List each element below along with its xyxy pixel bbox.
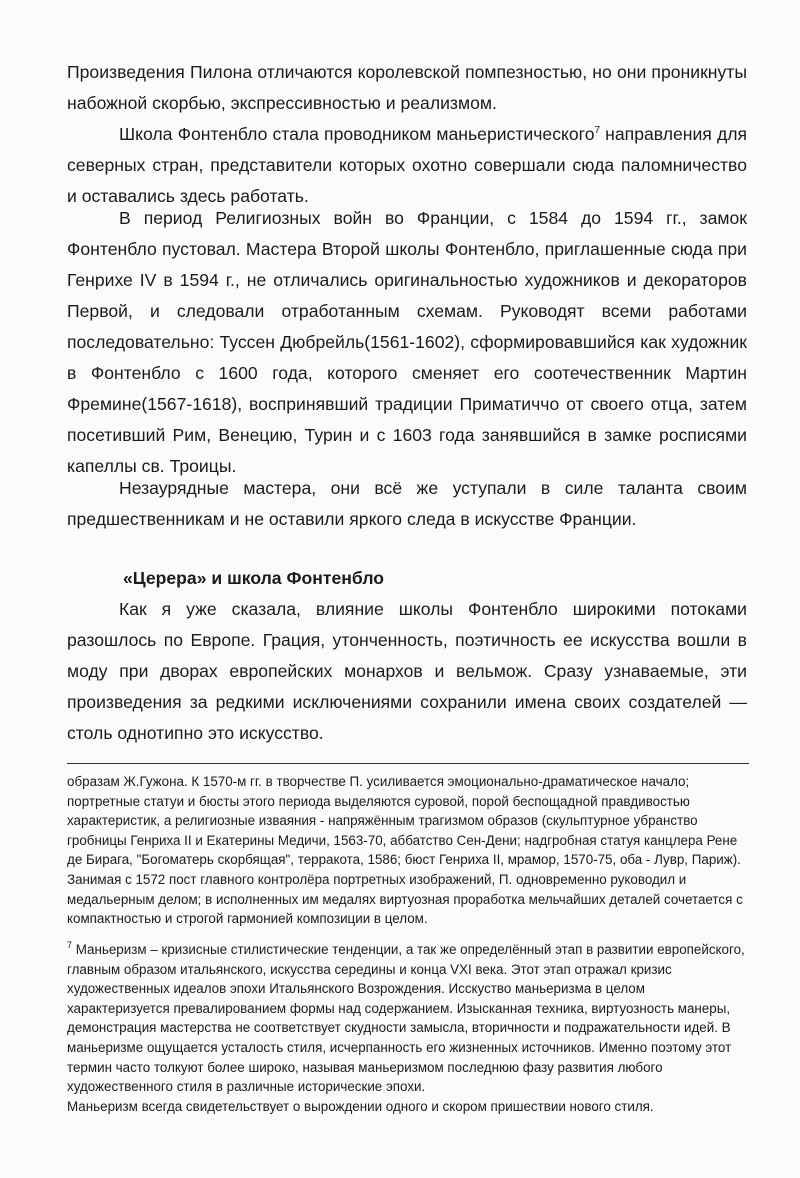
footnote-reference-7: 7	[594, 125, 601, 136]
paragraph-pilon-text: Произведения Пилона отличаются королевской помпезностью, но они проникнуты набожной скорбью, экспрессивностью и реализмом.	[67, 62, 747, 113]
paragraph-influence-text: Как я уже сказала, влияние школы Фонтенбло широкими потоками разошлось по Европе. Грация, утонченность, поэтичность ее искусства вошли в моду при дворах европейских монархов и вельмож. Сразу узнаваемые, эти произведения за редкими исключениями сохранили имена своих создателей — столь однотипно это искусство.	[67, 599, 747, 743]
footnote-continued-text: образам Ж.Гужона. К 1570-м гг. в творчестве П. усиливается эмоционально-драматическое начало; портретные статуи и бюсты этого периода выделяются суровой, порой беспощадной правдивостью характеристик, а религиозные изваяния - напряжённым трагизмом образов (скульптурное убранство гробницы Генриха II и Екатерины Медичи, 1563-70, аббатство Сен-Дени; надгробная статуя канцлера Рене де Бирага, "Богоматерь скорбящая", терракота, 1586; бюст Генриха II, мрамор, 1570-75, оба - Лувр, Париж). Занимая с 1572 пост главного контролёра портретных изображений, П. одновременно руководил и медальерным делом; в исполненных им медалях виртуозная проработка мельчайших деталей сочетается с компактностью и строгой гармонией композиции в целом.	[67, 774, 743, 927]
paragraph-pilon	[67, 57, 747, 119]
paragraph-masters-text: Незаурядные мастера, они всё же уступали в силе таланта своим предшественникам и не оставили яркого следа в искусстве Франции.	[67, 478, 747, 529]
section-heading: «Церера» и школа Фонтенбло	[123, 568, 385, 588]
footnote-7-mark: 7	[67, 940, 73, 950]
paragraph-religious-wars-text: В период Религиозных войн во Франции, с 1584 до 1594 гг., замок Фонтенбло пустовал. Мастера Второй школы Фонтенбло, приглашенные сюда при Генрихе IV в 1594 г., не отличались оригинальностью художников и декораторов Первой, и следовали отработанным схемам. Руководят всеми работами последовательно: Туссен Дюбрейль(1561-1602), сформировавшийся как художник в Фонтенбло с 1600 года, которого сменяет его соотечественник Мартин Фремине(1567-1618), воспринявший традиции Приматиччо от своего отца, затем посетивший Рим, Венецию, Турин и с 1603 года занявшийся в замке росписями капеллы св. Троицы.	[67, 208, 747, 476]
footnote-7-last-line: Маньеризм всегда свидетельствует о вырождении одного и скором пришествии нового стиля.	[67, 1098, 654, 1114]
paragraph-influence	[67, 594, 747, 749]
paragraph-text-part: Школа Фонтенбло стала проводником маньеристического	[119, 124, 595, 144]
paragraph-fontainebleau-school-text	[67, 119, 747, 212]
paragraph-religious-wars	[67, 203, 747, 482]
footnote-separator	[67, 763, 749, 764]
paragraph-text-part: направления для северных стран, представители которых охотно совершали сюда паломничество и оставались здесь работать.	[67, 124, 748, 206]
footnote-7-text	[67, 940, 749, 1097]
footnote-continued	[67, 772, 749, 929]
footnote-7	[67, 940, 749, 1116]
paragraph-masters	[67, 473, 747, 535]
footnote-7-body: Маньеризм – кризисные стилистические тенденции, а так же определённый этап в развитии европейского, главным образом итальянского, искусства середины и конца VXI века. Этот этап отражал кризис художественных идеалов эпохи Итальянского Возрождения. Исскуство маньеризма в целом характеризуется превалированием формы над содержанием. Изысканная техника, виртуозность манеры, демонстрация мастерства не соответствует скудности замысла, вторичности и подражательности идей. В маньеризме ощущается усталость стиля, исчерпанность его жизненных источников. Именно поэтому этот термин часто толкуют более широко, называя маньеризмом последнюю фазу развития любого художественного стиля в различные исторические эпохи.	[67, 942, 745, 1095]
paragraph-fontainebleau-school	[67, 119, 747, 212]
